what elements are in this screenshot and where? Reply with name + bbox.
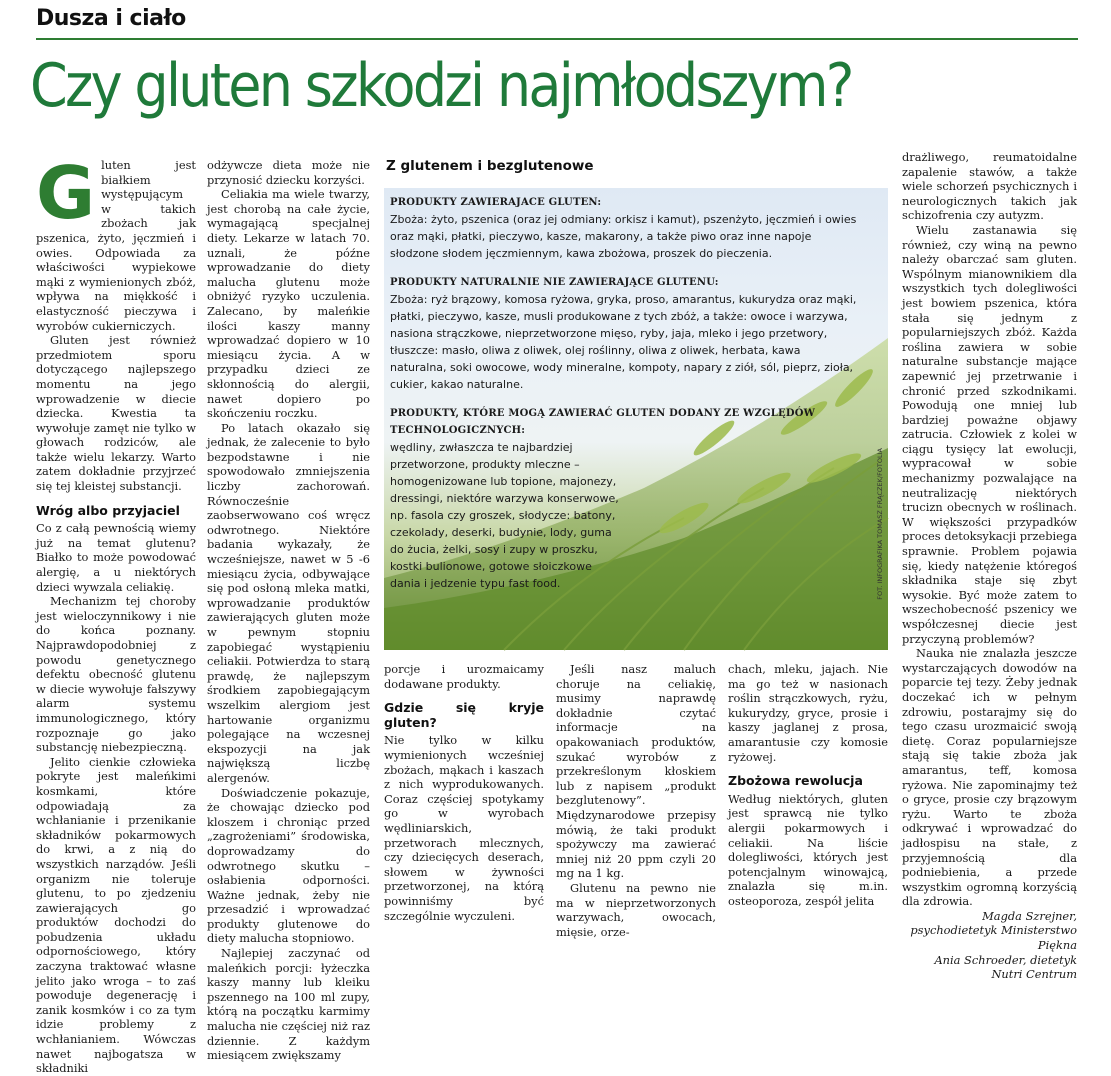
paragraph: porcje i urozmaicamy dodawane produkty. xyxy=(384,662,544,691)
column-3 xyxy=(384,662,544,923)
paragraph: Po latach okazało się jednak, że zalecenie to było bezpodstawne i nie spowodowało zmniejszenia liczby zachorowań. Równocześnie zaobserwowano coś wręcz odwrotnego. Niektóre badania wykazały, że wcześniejsze, nawet w 5 -6 miesiącu życia, odbywające się pod osłoną mleka matki, wprowadzanie produktów zawierających gluten może w pewnym stopniu zapobiegać wystąpieniu celiakii. Potwierdza to starą prawdę, że najlepszym środkiem zapobiegającym wszelkim alergiom jest hartowanie organizmu polegające na wczesnej ekspozycji na jak największą liczbę alergenów. xyxy=(207,420,370,785)
paragraph: Nauka nie znalazła jeszcze wystarczających dowodów na poparcie tej tezy. Żeby jednak doczekać ich w pełnym zdrowiu, postarajmy się do tego czasu urozmaicić swoją dietę. Coraz popularniejsze stają się takie zboża jak amarantus, teff, komosa ryżowa. Nie zapominajmy też o gryce, prosie czy brązowym ryżu. Warto te zboża odkrywać i wprowadzać do jadłospisu na stałe, z przyjemnością dla podniebienia, a przede wszystkim ogromną korzyścią dla zdrowia. xyxy=(902,646,1077,909)
photo-credit: FOT. INFOGRAFIKA TOMASZ FRĄCZEK/FOTOLIA xyxy=(876,448,884,600)
column-2 xyxy=(207,158,370,1063)
paragraph: Wielu zastanawia się również, czy winą na pewno należy obarczać sam gluten. Wspólnym mianownikiem dla wszystkich tych dolegliwości jest bowiem pszenica, która stała się jednym z popularniejszych zbóż. Każda roślina zawiera w sobie naturalne substancje mające zapewnić jej przetrwanie i chronić przed szkodnikami. Powodują one mniej lub bardziej poważne objawy zatrucia. Człowiek z kolei w ciągu tysięcy lat ewolucji, wypracował w sobie mechanizmy pozwalające na neutralizację niektórych trucizn obecnych w roślinach. W większości przypadków proces detoksykacji przebiega sprawnie. Problem pojawia się, kiedy natężenie któregoś składnika staje się zbyt wysokie. Być może zatem to wszechobecność pszenicy we współczesnej diecie jest przyczyną problemów? xyxy=(902,222,1077,646)
infobox-paragraph: Zboża: ryż brązowy, komosa ryżowa, gryka, proso, amarantus, kukurydza oraz mąki, płatki, pieczywo, kasze, musli produkowane z tych zbóż, a także: owoce i warzywa, nasiona strączkowe, nieprzetworzone mięso, ryby, jaja, mleko i jego przetwory, tłuszcze: masło, oliwa z oliwek, olej roślinny, oliwa z oliwek, herbata, kawa naturalna, soki owocowe, wody mineralne, kompoty, napary z ziół, sól, pieprz, zioła, cukier, kakao naturalne. xyxy=(390,293,857,391)
paragraph: odżywcze dieta może nie przynosić dziecku korzyści. xyxy=(207,158,370,187)
paragraph: Najlepiej zaczynać od maleńkich porcji: łyżeczka kaszy manny lub kleiku pszennego na 100 ml zupy, którą na początku karmimy malucha nie częściej niż raz dziennie. Z każdym miesiącem zwiększamy xyxy=(207,946,370,1063)
headline: Czy gluten szkodzi najmłodszym? xyxy=(30,51,852,121)
infobox-text xyxy=(390,194,860,604)
paragraph: Według niektórych, gluten jest sprawcą nie tylko alergii pokarmowych i celiakii. Na liście dolegliwości, których jest potencjalnym winowajcą, znalazła się m.in. osteoporoza, zespół jelita xyxy=(728,791,888,908)
drop-cap: G xyxy=(36,151,96,235)
author-signature: Magda Szrejner, psychodietetyk Ministerstwo Piękna xyxy=(910,908,1077,953)
paragraph: Nie tylko w kilku wymienionych wcześniej zbożach, mąkach i kaszach z nich wyprodukowanych. Coraz częściej spotykamy go w wyrobach wędliniarskich, przetworach mlecznych, czy dziecięcych deserach, słowem w żywności przetworzonej, na którą powinniśmy być szczególnie wyczuleni. xyxy=(384,733,544,923)
section-label: Dusza i ciało xyxy=(36,6,186,31)
infobox-heading: PRODUKTY ZAWIERAJACE GLUTEN: xyxy=(390,197,602,208)
paragraph: drażliwego, reumatoidalne zapalenie stawów, a także wiele schorzeń psychicznych i neurologicznych takich jak schizofrenia czy autyzm. xyxy=(902,150,1077,223)
paragraph: Co z całą pewnością wiemy już na temat glutenu? Białko to może powodować alergię, a u niektórych dzieci wywzala celiakię. xyxy=(36,521,196,594)
paragraph: Jeśli nasz maluch choruje na celiakię, musimy naprawdę dokładnie czytać informacje na opakowaniach produktów, szukać wyrobów z przekreślonym kłoskiem lub z napisem „produkt bezglutenowy”. Międzynarodowe przepisy mówią, że taki produkt spożywczy ma zawierać mniej niż 20 ppm czyli 20 mg na 1 kg. xyxy=(556,662,716,881)
infobox-heading: PRODUKTY, KTÓRE MOGĄ ZAWIERAĆ GLUTEN DODANY ZE WZGLĘDÓW TECHNOLOGICZNYCH: xyxy=(390,408,816,436)
subheading: Gdzie się kryje gluten? xyxy=(384,700,544,730)
infobox-paragraph: wędliny, zwłaszcza te najbardziej przetworzone, produkty mleczne – homogenizowane lub topione, majonezy, dressingi, niektóre warzywa konserwowe, np. fasola czy groszek, słodycze: batony, czekolady, deserki, budynie, lody, guma do żucia, żelki, sosy i zupy w proszku, kostki bulionowe, gotowe słoiczkowe dania i jedzenie typu fast food. xyxy=(390,441,619,590)
infobox-paragraph: Zboża: żyto, pszenica (oraz jej odmiany: orkisz i kamut), pszenżyto, jęczmień i owies oraz mąki, płatki, pieczywo, kasze, makarony, a także piwo oraz inne napoje słodzone słodem jęczmiennym, kawa zbożowa, proszek do pieczenia. xyxy=(390,213,857,260)
infobox-heading: PRODUKTY NATURALNIE NIE ZAWIERAJĄCE GLUTENU: xyxy=(390,277,719,288)
column-5 xyxy=(728,662,888,908)
subheading: Zbożowa rewolucja xyxy=(728,773,863,789)
paragraph: Doświadczenie pokazuje, że chowając dziecko pod kloszem i chroniąc przed „zagrożeniami” środowiska, doprowadzamy do odwrotnego skutku – osłabienia odporności. Ważne jednak, żeby nie przesadzić i wprowadzać produkty glutenowe do diety malucha stopniowo. xyxy=(207,785,370,946)
author-signature: Ania Schroeder, dietetyk Nutri Centrum xyxy=(934,952,1077,982)
paragraph: chach, mleku, jajach. Nie ma go też w nasionach roślin strączkowych, ryżu, kukurydzy, gryce, prosie i kaszy jaglanej z prosa, amarantusie czy komosie ryżowej. xyxy=(728,662,888,764)
column-1 xyxy=(36,151,196,1076)
paragraph: Gluten jest białkiem występującym w takich zbożach jak pszenica, żyto, jęczmień i owies. Odpowiada za właściwości wypiekowe mąki z wymienionych zbóż, wpływa na miękkość i elastyczność pieczywa i wyrobów cukierniczych. xyxy=(36,151,196,333)
infobox-title: Z glutenem i bezglutenowe xyxy=(386,158,594,174)
infobox xyxy=(384,188,888,650)
paragraph: Glutenu na pewno nie ma w nieprzetworzonych warzywach, owocach, mięsie, orze- xyxy=(556,880,716,939)
column-4 xyxy=(556,662,716,939)
paragraph: Gluten jest również przedmiotem sporu dotyczącego najlepszego momentu na jego wprowadzenie w diecie dziecka. Kwestia ta wywołuje zamęt nie tylko w głowach rodziców, ale także wielu lekarzy. Warto zatem dokładnie przyjrzeć się tej kleistej substancji. xyxy=(36,333,196,494)
paragraph: Mechanizm tej choroby jest wieloczynnikowy i nie do końca poznany. Najprawdopodobniej z powodu genetycznego defektu obecność glutenu w diecie wywołuje fałszywy alarm systemu immunologicznego, który rozpoznaje go jako substancję niebezpieczną. xyxy=(36,594,196,755)
paragraph: Celiakia ma wiele twarzy, jest chorobą na całe życie, wymagającą specjalnej diety. Lekarze w latach 70. uznali, że późne wprowadzanie do diety malucha glutenu może obniżyć ryzyko uczulenia. Zalecano, by maleńkie ilości kaszy manny wprowadzać dopiero w 10 miesiącu życia. A w przypadku dzieci ze skłonnością do alergii, nawet dopiero po skończeniu roczku. xyxy=(207,187,370,421)
paragraph: Jelito cienkie człowieka pokryte jest maleńkimi kosmkami, które odpowiadają za wchłanianie i przenikanie składników pokarmowych do krwi, a z nią do wszystkich narządów. Jeśli organizm nie toleruje glutenu, to po zjedzeniu zawierających go produktów dochodzi do pobudzenia układu odpornościowego, który zaczyna traktować własne jelito jako wroga – to zaś powoduje degenerację i zanik kosmków i co za tym idzie problemy z wchłanianiem. Wówczas nawet najbogatsza w składniki xyxy=(36,754,196,1076)
subheading: Wróg albo przyjaciel xyxy=(36,502,180,518)
column-6 xyxy=(902,150,1077,982)
section-rule xyxy=(36,38,1078,40)
